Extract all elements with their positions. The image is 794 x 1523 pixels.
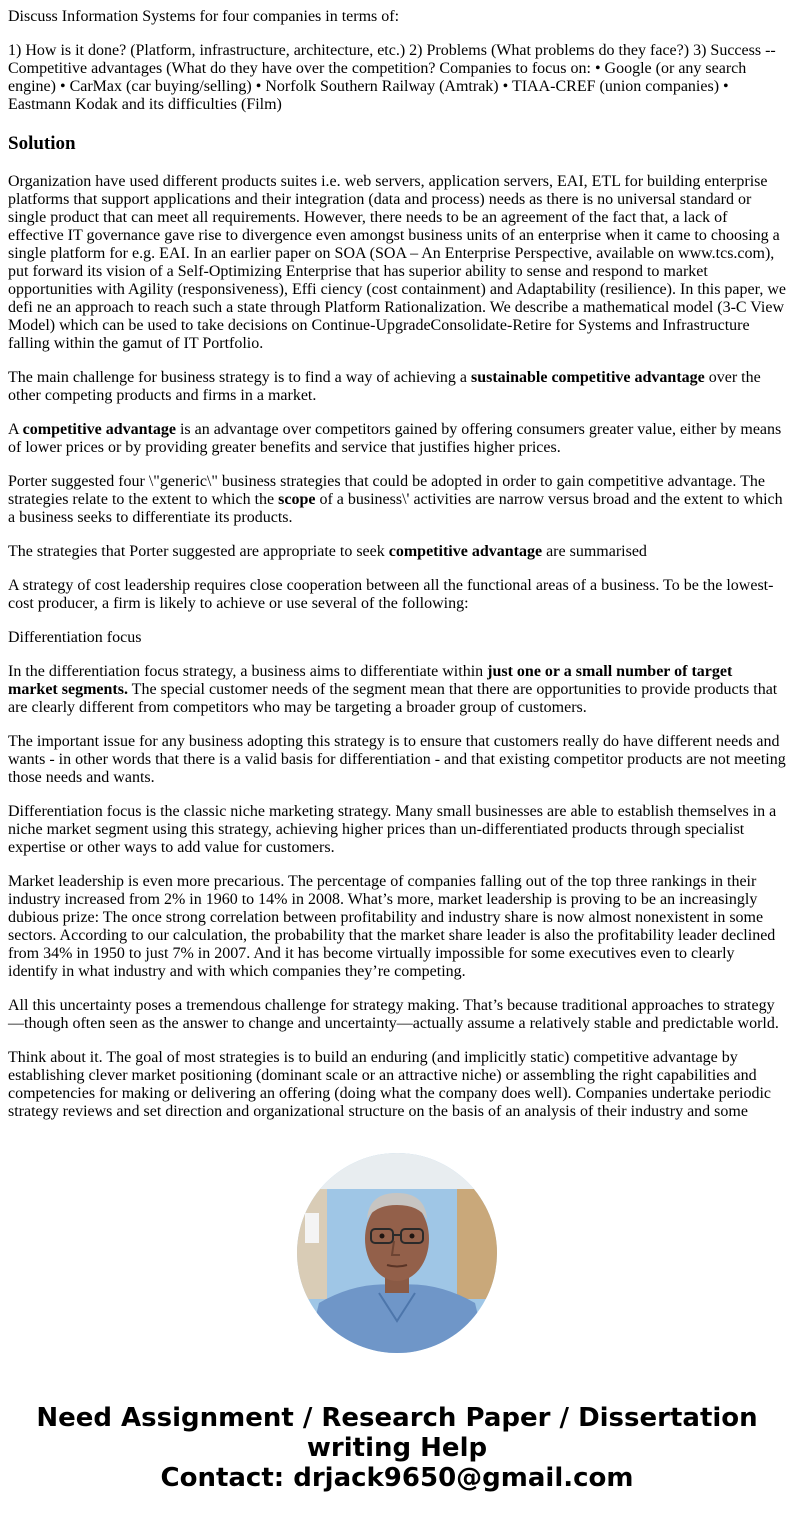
paragraph-niche-marketing: Differentiation focus is the classic niche marketing strategy. Many small businesses are able to establish themselves in a niche market segment using this strategy, achieving higher prices than un-differentiated products through specialist expertise or other ways to add value for customers. [8,803,777,856]
text-run: A [8,421,23,438]
text-run: In the differentiation focus strategy, a business aims to differentiate within [8,663,488,680]
solution-heading: Solution [8,133,76,154]
question-details: 1) How is it done? (Platform, infrastructure, architecture, etc.) 2) Problems (What problems do they face?) 3) Success -- Competitive advantages (What do they have over the competition? Companies to focus on: • Google (or any search engine) • CarMax (car buying/selling) • Norfolk Southern Railway (Amtrak) • TIAA-CREF (union companies) • Eastmann Kodak and its difficulties (Film) [8,42,776,113]
paragraph-cost-leadership: A strategy of cost leadership requires close cooperation between all the functional areas of a business. To be the lowest-cost producer, a firm is likely to achieve or use several of the following: [8,577,774,612]
paragraph-important-issue: The important issue for any business adopting this strategy is to ensure that customers really do have different needs and wants - in other words that there is a valid basis for differentiation - and that existing competitor products are not meeting those needs and wants. [8,733,786,786]
text-run: Porter suggested four \"generic\" business strategies that could be adopted in order to gain competitive advantage. The strategies relate to the extent to which the [8,473,765,508]
text-run: of a business\' activities are narrow versus broad and the extent to which a business seeks to differentiate its products. [8,491,783,526]
paragraph-market-leadership: Market leadership is even more precarious. The percentage of companies falling out of the top three rankings in their industry increased from 2% in 1960 to 14% in 2008. What’s more, market leadership is proving to be an increasingly dubious prize: The once strong correlation between profitability and industry share is now almost nonexistent in some sectors. According to our calculation, the probability that the market share leader is also the profitability leader declined from 34% in 1950 to just 7% in 2007. And it has become virtually impossible for some executives even to clearly identify in what industry and with which companies they’re competing. [8,873,776,980]
ceiling [297,1153,497,1189]
text-run: The main challenge for business strategy is to find a way of achieving a [8,369,471,386]
promo-footer [0,1403,794,1493]
bold-term: competitive advantage [388,543,543,560]
text-run: are summarised [542,543,647,560]
eye-left [380,1234,385,1239]
promo-line-2: writing Help [306,1433,488,1463]
text-run: The special customer needs of the segment mean that there are opportunities to provide products that are clearly different from competitors who may be targeting a broader group of customers. [8,681,778,716]
paragraph-uncertainty: All this uncertainty poses a tremendous challenge for strategy making. That’s because traditional approaches to strategy—though often seen as the answer to change and uncertainty—actually assume a relatively stable and predictable world. [8,997,779,1032]
paragraph-platforms: Organization have used different products suites i.e. web servers, application servers, EAI, ETL for building enterprise platforms that support applications and their integration (data and process) needs as there is no universal standard or single product that can meet all requirements. However, there needs to be an agreement of the fact that, a lack of effective IT governance gave rise to divergence even amongst business units of an enterprise when it came to choosing a single platform for e.g. EAI. In an earlier paper on SOA (SOA – An Enterprise Perspective, available on www.tcs.com), put forward its vision of a Self-Optimizing Enterprise that has superior ability to sense and respond to market opportunities with Agility (responsiveness), Effi ciency (cost containment) and Adaptability (resilience). In this paper, we defi ne an approach to reach such a state through Platform Rationalization. We describe a mathematical model (3-C View Model) which can be used to take decisions on Continue-UpgradeConsolidate-Retire for Systems and Infrastructure falling within the gamut of IT Portfolio. [8,173,786,352]
portrait-photo [297,1153,497,1353]
bold-term: scope [278,491,316,508]
wall-left [297,1189,327,1299]
paragraph-main-challenge [8,369,786,405]
promo-contact: Contact: drjack9650@gmail.com [160,1463,634,1493]
paragraph-competitive-advantage [8,421,786,457]
wall-right [457,1189,497,1299]
bold-term: just one or a small number of target market segments. [8,663,733,698]
bold-term: competitive advantage [22,421,176,438]
text-run: over the other competing products and firms in a market. [8,369,761,404]
promo-line-1: Need Assignment / Research Paper / Dissertation [36,1403,758,1433]
text-run: is an advantage over competitors gained by offering consumers greater value, either by means of lower prices or by providing greater benefits and service that justifies higher prices. [8,421,782,456]
paragraph-think-about-it: Think about it. The goal of most strategies is to build an enduring (and implicitly static) competitive advantage by establishing clever market positioning (dominant scale or an attractive niche) or assembling the right capabilities and competencies for making or delivering an offering (doing what the company does well). Companies undertake periodic strategy reviews and set direction and organizational structure on the basis of an analysis of their industry and some [8,1049,772,1120]
paragraph-porter-strategies [8,473,786,527]
paragraph-differentiation-focus [8,663,786,717]
eye-right [410,1234,415,1239]
paragraph-differentiation-focus-label: Differentiation focus [8,629,142,646]
solution-body [8,173,786,1137]
paragraph-strategies-summary [8,543,786,561]
avatar [297,1153,497,1353]
wall-switch [305,1213,319,1243]
text-run: The strategies that Porter suggested are appropriate to seek [8,543,389,560]
question-intro: Discuss Information Systems for four companies in terms of: [8,8,400,25]
bold-term: sustainable competitive advantage [470,369,705,386]
